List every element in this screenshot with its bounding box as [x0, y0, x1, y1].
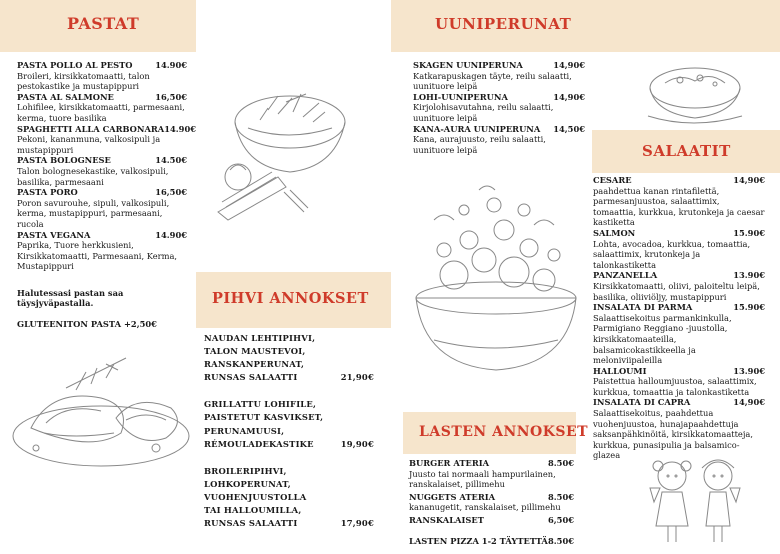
menu-item-head [593, 397, 765, 408]
menu-item [413, 92, 585, 124]
menu-item-name: INSALATA DI PARMA [593, 302, 693, 313]
uuniperunat-title: UUNIPERUNAT [435, 15, 572, 33]
menu-item-head [593, 302, 765, 313]
steak-line-text: GRILLATTU LOHIFILE, [204, 399, 317, 410]
steak-line-text: TALON MAUSTEVOI, [204, 346, 306, 357]
menu-item [17, 60, 187, 92]
steak-dish [204, 465, 374, 530]
steak-line-text: LOHKOPERUNAT, [204, 478, 291, 489]
menu-item-name: PASTA PORO [17, 187, 78, 198]
menu-item-head [17, 187, 187, 198]
menu-item-price: 14,50€ [553, 123, 585, 134]
menu-item-desc: Juusto tai normaali hampurilainen, ranskalaiset, pillimehu [409, 468, 556, 490]
pasta-note-wholegrain: Halutessasi pastan saa täysjyväpastalla. [17, 287, 124, 309]
steak-line-text: RÉMOULADEKASTIKE [204, 438, 314, 449]
menu-item-price: 16,50€ [155, 91, 187, 102]
steak-line-text: NAUDAN LEHTIPIHVI, [204, 333, 316, 343]
steak-line [204, 425, 374, 438]
pihvi-header [196, 272, 391, 328]
menu-item-desc: Katkarapuskagen täyte, reilu salaatti, uunituore leipä [413, 70, 572, 92]
steak-icon [6, 348, 196, 478]
menu-item [409, 458, 574, 490]
pasta-bowl-icon [208, 62, 358, 222]
menu-item-name: CESARE [593, 175, 632, 185]
lasten-header [403, 412, 589, 454]
menu-item [413, 124, 585, 156]
steak-line-text: VUOHENJUUSTOLLA [204, 491, 307, 502]
lasten-list [409, 458, 574, 546]
menu-item-head [409, 458, 574, 469]
menu-item-name: HALLOUMI [593, 365, 647, 376]
menu-item-price: 14,90€ [733, 397, 765, 408]
menu-item [17, 92, 187, 124]
pastat-list [17, 60, 197, 330]
menu-item-head [409, 492, 574, 503]
menu-item-desc: Paprika, Tuore herkkusieni, Kirsikkatomaatti, Parmesaani, Kerma, Mustapippuri [17, 240, 178, 272]
menu-item-name: PASTA AL SALMONE [17, 91, 114, 102]
menu-item-desc: Poron savurouhe, sipuli, valkosipuli, kerma, mustapippuri, parmesaani, rucola [17, 197, 170, 229]
pasta-note-glutenfree: GLUTEENITON PASTA +2,50€ [17, 319, 157, 330]
menu-item-price: 13.90€ [733, 270, 765, 281]
steak-line [204, 411, 374, 424]
menu-item [593, 270, 765, 302]
uuniperunat-header [391, 0, 780, 52]
menu-item-name: SALMON [593, 227, 636, 238]
steak-price: 21,90€ [340, 372, 374, 383]
menu-item-head [409, 536, 574, 547]
menu-item-head [413, 60, 585, 71]
menu-item-head [17, 123, 197, 135]
menu-item-head [17, 60, 187, 71]
pihvi-list [204, 332, 374, 544]
menu-item-desc: paahdettua kanan rintafilettä, parmesanjuustoa, salaattimix, tomaattia, kurkkua, krutonkeja ja caesar kastiketta [593, 185, 765, 228]
menu-item-name: LOHI-UUNIPERUNA [413, 91, 508, 102]
menu-item-head [409, 515, 574, 526]
menu-item-price: 13.90€ [733, 365, 765, 376]
menu-item-desc: Pekoni, kananmuna, valkosipuli ja mustapippuri [17, 134, 161, 155]
menu-item-desc: Kirjolohisavutahna, reilu salaatti, uunituore leipä [413, 102, 554, 123]
menu-item [593, 302, 765, 366]
menu-item-head [17, 92, 187, 103]
menu-item-desc: Talon bolognesekastike, valkosipuli, basilika, parmesaani [17, 165, 169, 187]
menu-item-head [593, 270, 765, 281]
menu-item-price: 14,90€ [553, 91, 585, 102]
steak-line [204, 438, 374, 451]
menu-item-name: PASTA BOLOGNESE [17, 155, 111, 166]
steak-line [204, 371, 374, 384]
pihvi-title: PIHVI ANNOKSET [212, 290, 369, 307]
menu-item-price: 14.50€ [155, 155, 187, 166]
steak-line [204, 398, 374, 411]
menu-item-head [17, 155, 187, 166]
menu-item-price: 8.50€ [548, 458, 574, 468]
steak-line-text: RUNSAS SALAATTI [204, 372, 298, 383]
menu-item [409, 536, 574, 547]
steak-price: 19,90€ [340, 438, 374, 449]
steak-line [204, 465, 374, 478]
steak-line-text: RANSKANPERUNAT, [204, 359, 305, 370]
menu-item-price: 8.50€ [548, 491, 574, 502]
menu-item-head [593, 366, 765, 377]
menu-item-name: PASTA POLLO AL PESTO [17, 60, 133, 70]
menu-item-name: KANA-AURA UUNIPERUNA [413, 123, 541, 134]
menu-item-name: LASTEN PIZZA 1-2 TÄYTETTÄ [409, 535, 548, 546]
menu-item-price: 15.90€ [733, 302, 765, 313]
menu-item-name: PASTA VEGANA [17, 229, 91, 240]
menu-item-price: 8.50€ [548, 535, 574, 546]
salaatit-header [592, 130, 780, 173]
steak-line-text: BROILERIPIHVI, [204, 465, 287, 476]
steak-price: 17,90€ [340, 518, 374, 529]
menu-item-name: RANSKALAISET [409, 514, 484, 525]
pastat-title: PASTAT [67, 14, 140, 33]
steak-dish [204, 332, 374, 384]
menu-item-name: SPAGHETTI ALLA CARBONARA [17, 123, 165, 134]
menu-item-desc: Kirsikkatomaatti, oliivi, paloiteltu leipä, basilika, oliiviöljy, mustapippuri [593, 280, 760, 302]
menu-item-price: 14,90€ [733, 175, 765, 185]
steak-line [204, 332, 374, 345]
menu-item-name: INSALATA DI CAPRA [593, 397, 691, 408]
uuniperunat-list [413, 60, 585, 155]
pastat-header [0, 0, 196, 52]
menu-item-desc: Salaattisekoitus parmankinkulla, Parmigiano Reggiano -juustolla, kirsikkatomaateilla, balsamicokastikkeella ja meloniviipaleilla [593, 312, 732, 366]
steak-line-text: PERUNAMUUSI, [204, 425, 285, 436]
menu-item [17, 155, 187, 187]
menu-item-price: 14.90€ [155, 60, 187, 70]
menu-item-price: 6,50€ [548, 514, 574, 525]
menu-item-desc: Salaattisekoitus, paahdettua vuohenjuustoa, hunajapaahdettuja saksanpähkinöitä, kirsikkatomaatteja, kurkkua, punasipulia ja balsamico-glazea [593, 408, 753, 461]
menu-item-desc: Broileri, kirsikkatomaatti, talon pestokastike ja mustapippuri [17, 70, 150, 92]
menu-item [593, 228, 765, 270]
menu-item-head [413, 92, 585, 103]
menu-item-head [17, 230, 187, 241]
menu-item [409, 492, 574, 513]
baked-potato-icon [640, 58, 750, 128]
menu-item-name: PANZANELLA [593, 270, 658, 281]
steak-line [204, 358, 374, 371]
menu-item-desc: Paistettua halloumjuustoa, salaattimix, kurkkua, tomaattia ja talonkastiketta [593, 376, 757, 397]
steak-line [204, 345, 374, 358]
menu-item [593, 366, 765, 398]
menu-item [593, 175, 765, 228]
salaatit-list [593, 175, 765, 461]
steak-dish [204, 398, 374, 450]
menu-item-head [593, 175, 765, 186]
menu-item-desc: kananugetit, ranskalaiset, pillimehu [409, 502, 561, 513]
steak-line-text: RUNSAS SALAATTI [204, 518, 298, 529]
steak-line [204, 478, 374, 491]
menu-item-name: SKAGEN UUNIPERUNA [413, 60, 523, 70]
menu-item-price: 15.90€ [733, 227, 765, 238]
lasten-title: LASTEN ANNOKSET [419, 424, 589, 440]
steak-line-text: PAISTETUT KASVIKSET, [204, 412, 324, 423]
steak-line [204, 491, 374, 504]
menu-item-price: 16,50€ [155, 187, 187, 198]
menu-item-price: 14,90€ [553, 60, 585, 70]
kids-icon [640, 448, 750, 548]
salad-bowl-icon [404, 180, 584, 380]
menu-item-head [413, 124, 585, 135]
menu-item [17, 123, 197, 156]
menu-item [409, 515, 574, 526]
steak-line [204, 517, 374, 530]
menu-item-name: BURGER ATERIA [409, 458, 490, 468]
menu-item-desc: Kana, aurajuusto, reilu salaatti, uunituore leipä [413, 134, 546, 155]
menu-item [17, 187, 187, 229]
menu-item-price: 14.90€ [155, 229, 187, 240]
menu-item-desc: Lohifilee, kirsikkatomaatti, parmesaani, kerma, tuore basilika [17, 102, 185, 123]
steak-line [204, 504, 374, 517]
steak-line-text: TAI HALLOUMILLA, [204, 505, 302, 516]
menu-item-price: 14.90€ [164, 123, 197, 134]
menu-item-head [593, 228, 765, 239]
menu-item-desc: Lohta, avocadoa, kurkkua, tomaattia, salaattimix, krutonkeja ja talonkastiketta [593, 238, 751, 270]
menu-item [17, 230, 187, 272]
menu-item [413, 60, 585, 92]
menu-item-name: NUGGETS ATERIA [409, 491, 496, 502]
salaatit-title: SALAATIT [642, 142, 731, 160]
